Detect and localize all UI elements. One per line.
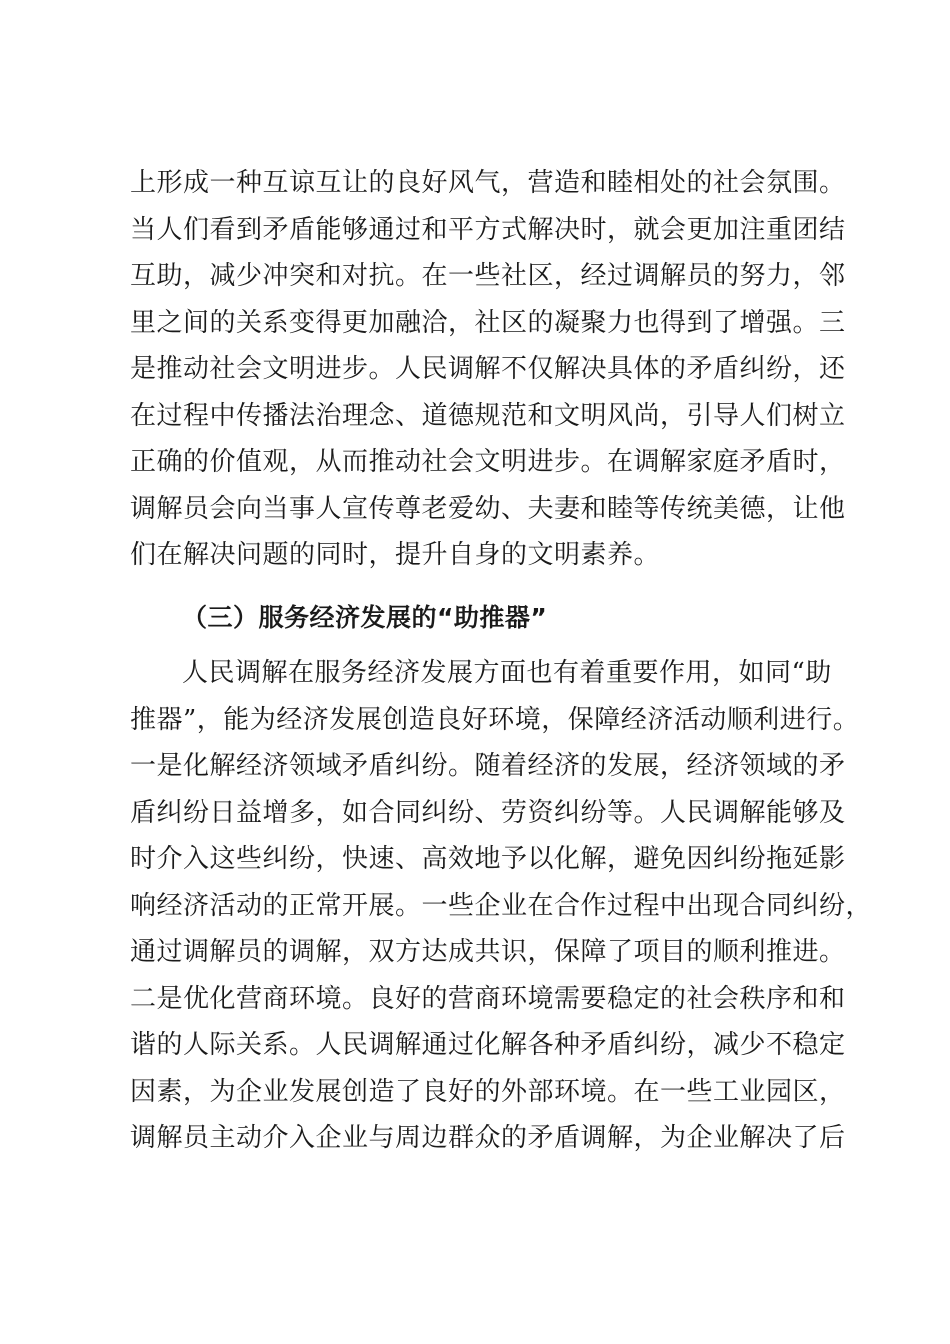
section-heading: （三）服务经济发展的“助推器” xyxy=(182,603,548,632)
text-line: 响经济活动的正常开展。一些企业在合作过程中出现合同纠纷， xyxy=(130,890,873,921)
text-line: 通过调解员的调解，双方达成共识，保障了项目的顺利推进。 xyxy=(130,937,846,967)
text-line: 互助，减少冲突和对抗。在一些社区，经过调解员的努力，邻 xyxy=(130,261,846,291)
text-line: 时介入这些纠纷，快速、高效地予以化解，避免因纠纷拖延影 xyxy=(130,844,846,874)
text-line: 上形成一种互谅互让的良好风气，营造和睦相处的社会氛围。 xyxy=(130,168,846,198)
text-line: 因素，为企业发展创造了良好的外部环境。在一些工业园区， xyxy=(130,1076,846,1107)
text-line: 人民调解在服务经济发展方面也有着重要作用，如同“助 xyxy=(182,658,832,688)
text-line: 在过程中传播法治理念、道德规范和文明风尚，引导人们树立 xyxy=(130,400,846,431)
text-line: 是推动社会文明进步。人民调解不仅解决具体的矛盾纠纷，还 xyxy=(130,354,846,384)
text-line: 调解员会向当事人宣传尊老爱幼、夫妻和睦等传统美德，让他 xyxy=(130,493,846,524)
text-line: 里之间的关系变得更加融洽，社区的凝聚力也得到了增强。三 xyxy=(130,307,846,338)
text-line: 谐的人际关系。人民调解通过化解各种矛盾纠纷，减少不稳定 xyxy=(130,1030,846,1060)
text-line: 二是优化营商环境。良好的营商环境需要稳定的社会秩序和和 xyxy=(130,983,846,1014)
text-line: 正确的价值观，从而推动社会文明进步。在调解家庭矛盾时， xyxy=(130,447,846,477)
text-line: 调解员主动介入企业与周边群众的矛盾调解，为企业解决了后 xyxy=(130,1123,846,1153)
text-line: 一是化解经济领域矛盾纠纷。随着经济的发展，经济领域的矛 xyxy=(130,751,846,781)
text-line: 当人们看到矛盾能够通过和平方式解决时，就会更加注重团结 xyxy=(130,214,846,245)
paragraph-economy xyxy=(130,650,873,1162)
text-line: 们在解决问题的同时，提升自身的文明素养。 xyxy=(130,540,661,570)
text-line: 盾纠纷日益增多，如合同纠纷、劳资纠纷等。人民调解能够及 xyxy=(130,797,846,828)
text-line: 推器”，能为经济发展创造良好环境，保障经济活动顺利进行。 xyxy=(130,704,860,735)
paragraph-social-harmony xyxy=(130,160,846,579)
